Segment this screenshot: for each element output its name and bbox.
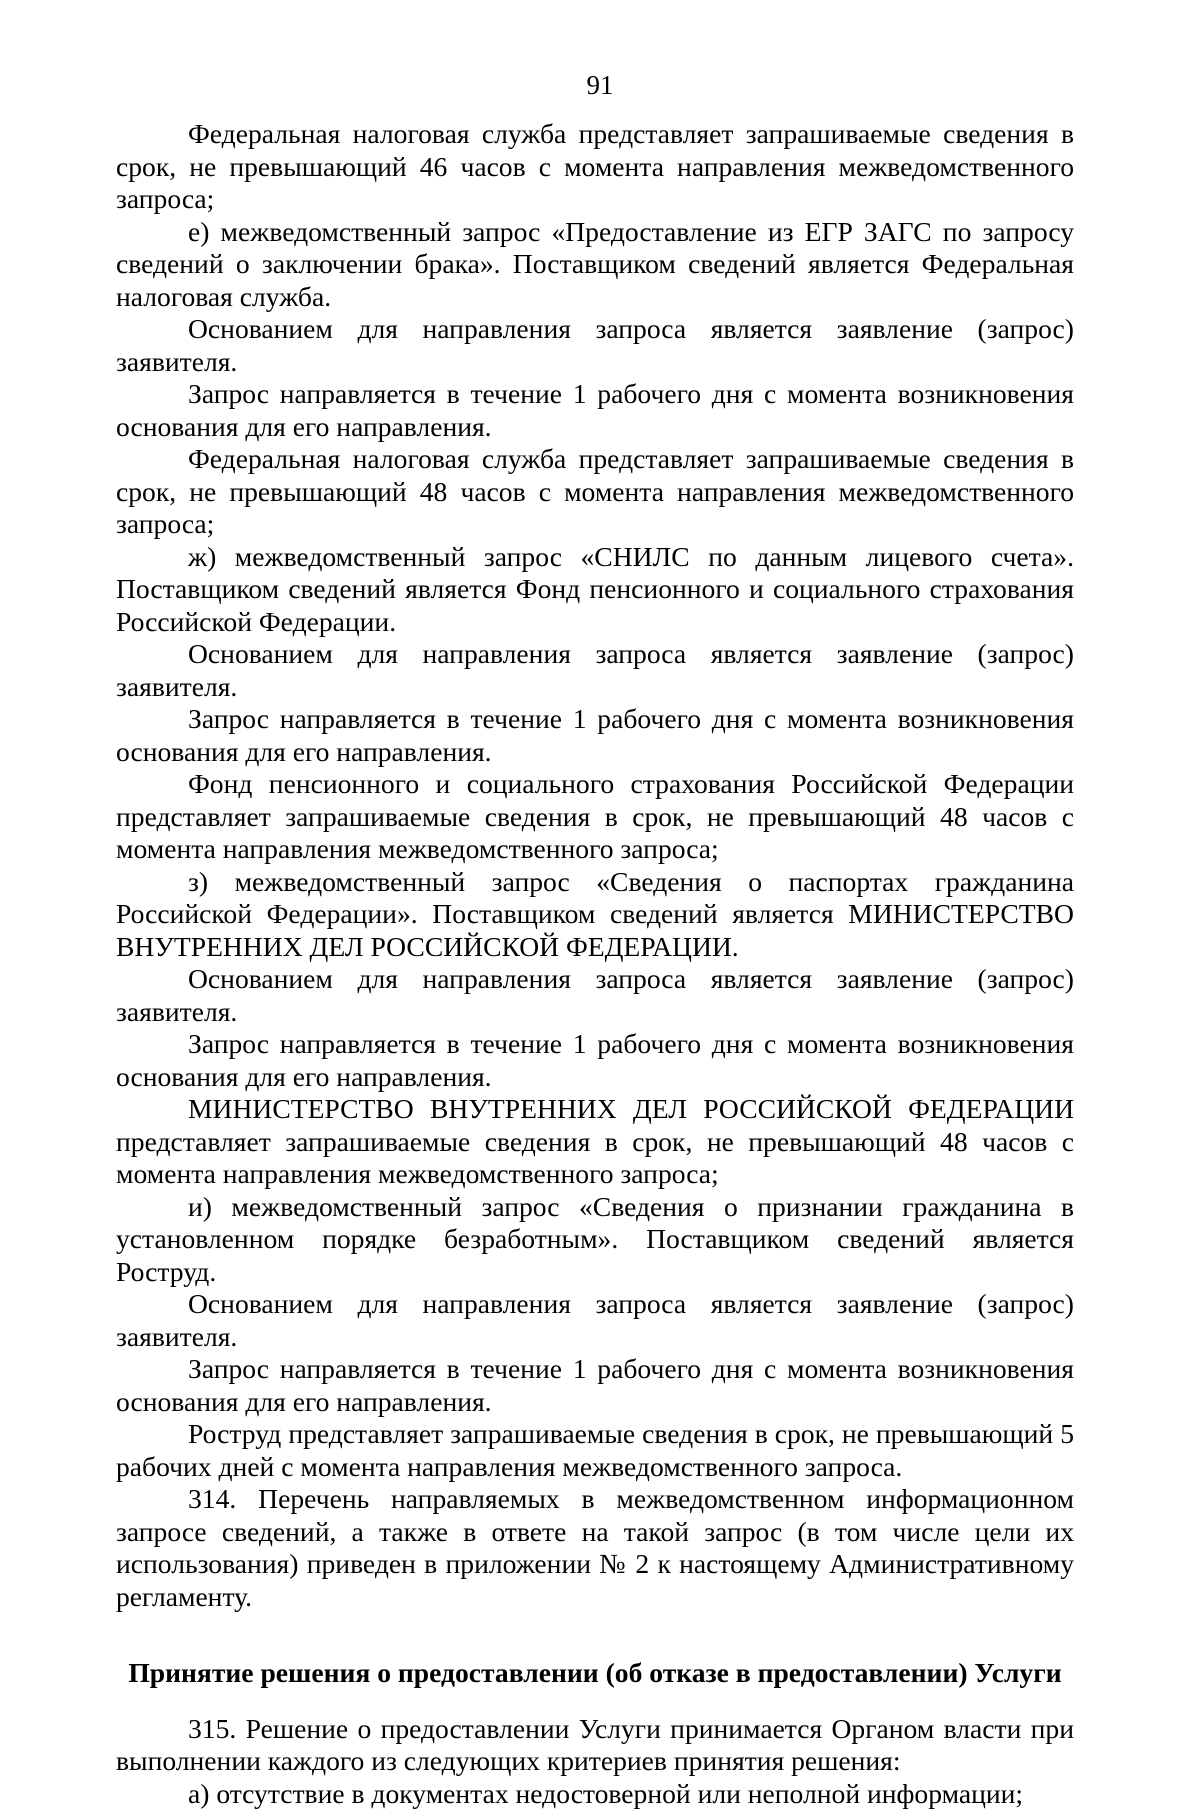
paragraph: Основанием для направления запроса является заявление (запрос) заявителя.: [116, 963, 1074, 1028]
paragraph: МИНИСТЕРСТВО ВНУТРЕННИХ ДЕЛ РОССИЙСКОЙ ФЕДЕРАЦИИ представляет запрашиваемые сведения в срок, не превышающий 48 часов с момента направления межведомственного запроса;: [116, 1093, 1074, 1191]
paragraph: е) межведомственный запрос «Предоставление из ЕГР ЗАГС по запросу сведений о заключении брака». Поставщиком сведений является Федеральная налоговая служба.: [116, 216, 1074, 314]
paragraph: и) межведомственный запрос «Сведения о признании гражданина в установленном порядке безработным». Поставщиком сведений является Роструд.: [116, 1191, 1074, 1289]
paragraph: Фонд пенсионного и социального страхования Российской Федерации представляет запрашиваемые сведения в срок, не превышающий 48 часов с момента направления межведомственного запроса;: [116, 768, 1074, 866]
paragraph: а) отсутствие в документах недостоверной или неполной информации;: [116, 1778, 1074, 1810]
paragraph: Основанием для направления запроса является заявление (запрос) заявителя.: [116, 1288, 1074, 1353]
paragraph: ж) межведомственный запрос «СНИЛС по данным лицевого счета». Поставщиком сведений является Фонд пенсионного и социального страхования Российской Федерации.: [116, 541, 1074, 639]
paragraph: 314. Перечень направляемых в межведомственном информационном запросе сведений, а также в ответе на такой запрос (в том числе цели их использования) приведен в приложении № 2 к настоящему Административному регламенту.: [116, 1483, 1074, 1613]
paragraph: Основанием для направления запроса является заявление (запрос) заявителя.: [116, 638, 1074, 703]
paragraph: Запрос направляется в течение 1 рабочего дня с момента возникновения основания для его направления.: [116, 703, 1074, 768]
paragraph: Роструд представляет запрашиваемые сведения в срок, не превышающий 5 рабочих дней с момента направления межведомственного запроса.: [116, 1418, 1074, 1483]
page-number: 91: [0, 70, 1200, 101]
paragraph: 315. Решение о предоставлении Услуги принимается Органом власти при выполнении каждого из следующих критериев принятия решения:: [116, 1713, 1074, 1778]
paragraph: Запрос направляется в течение 1 рабочего дня с момента возникновения основания для его направления.: [116, 378, 1074, 443]
paragraph: Основанием для направления запроса является заявление (запрос) заявителя.: [116, 313, 1074, 378]
paragraph: з) межведомственный запрос «Сведения о паспортах гражданина Российской Федерации». Поставщиком сведений является МИНИСТЕРСТВО ВНУТРЕННИХ ДЕЛ РОССИЙСКОЙ ФЕДЕРАЦИИ.: [116, 866, 1074, 964]
paragraph: Запрос направляется в течение 1 рабочего дня с момента возникновения основания для его направления.: [116, 1353, 1074, 1418]
paragraph: Федеральная налоговая служба представляет запрашиваемые сведения в срок, не превышающий 48 часов с момента направления межведомственного запроса;: [116, 443, 1074, 541]
paragraph: Запрос направляется в течение 1 рабочего дня с момента возникновения основания для его направления.: [116, 1028, 1074, 1093]
document-body: [116, 118, 1074, 1810]
paragraph: Федеральная налоговая служба представляет запрашиваемые сведения в срок, не превышающий 46 часов с момента направления межведомственного запроса;: [116, 118, 1074, 216]
section-heading: Принятие решения о предоставлении (об отказе в предоставлении) Услуги: [116, 1657, 1074, 1690]
